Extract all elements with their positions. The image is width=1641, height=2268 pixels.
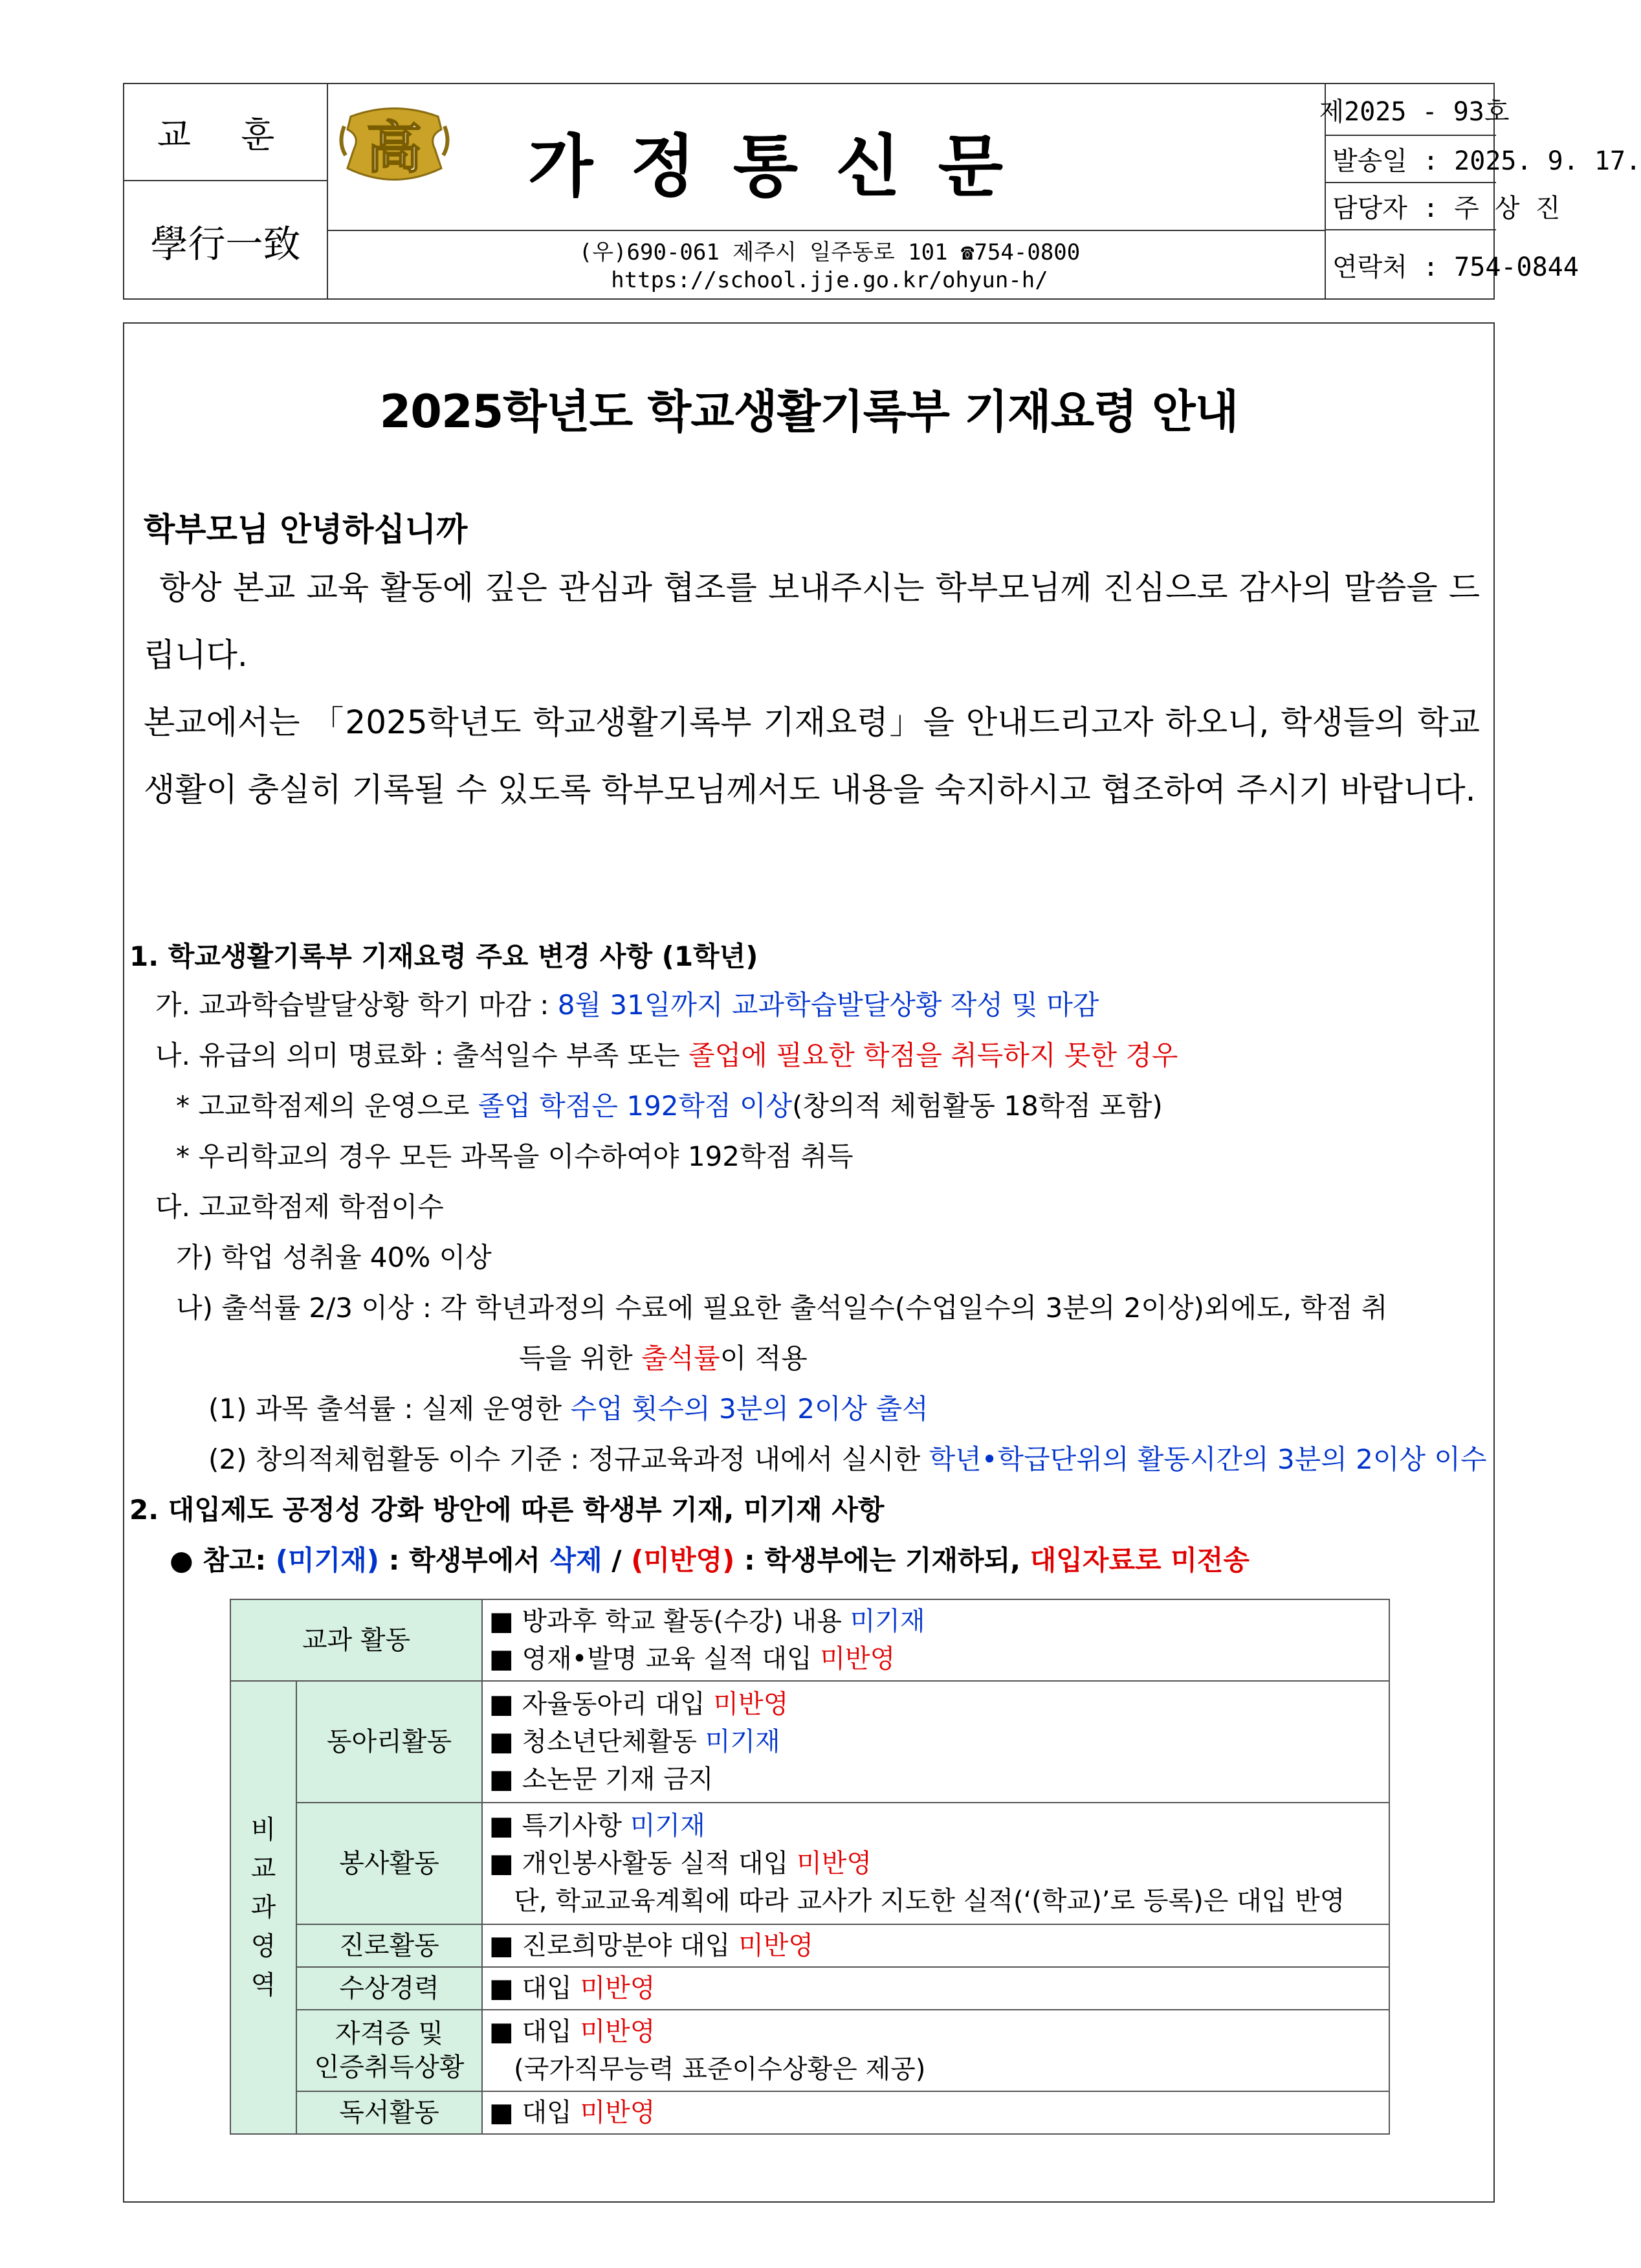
greeting: 학부모님 안녕하십니까 bbox=[144, 511, 468, 548]
newsletter-title: 가정통신문 bbox=[527, 126, 1041, 206]
category-service: 봉사활동 bbox=[296, 1803, 482, 1924]
send-date: 발송일 : 2025. 9. 17. bbox=[1326, 136, 1496, 183]
subject-line-2-text: ■ 영재•발명 교육 실적 대입 bbox=[489, 1644, 820, 1674]
club-line-2-text: ■ 청소년단체활동 bbox=[489, 1727, 705, 1757]
career-line-1 bbox=[489, 1927, 1382, 1964]
category-certificate-line-2: 인증취득상황 bbox=[314, 2052, 465, 2082]
legend-not-reflect-label: (미반영) bbox=[631, 1544, 735, 1576]
table-row bbox=[230, 2010, 1389, 2091]
item-ga bbox=[155, 984, 1099, 1023]
reading-line-1-text: ■ 대입 bbox=[489, 2098, 580, 2128]
school-url: https://school.jje.go.kr/ohyun-h/ bbox=[611, 267, 1048, 293]
issue-number: 제2025 - 93호 bbox=[1326, 84, 1496, 136]
reading-line-1-tag: 미반영 bbox=[580, 2098, 655, 2128]
table-row bbox=[230, 1599, 1389, 1681]
item-na-highlight: 졸업에 필요한 학점을 취득하지 못한 경우 bbox=[688, 1040, 1178, 1071]
section-1-heading: 1. 학교생활기록부 기재요령 주요 변경 사항 (1학년) bbox=[129, 940, 758, 972]
legend-text-b: : 학생부에는 기재하되, bbox=[734, 1544, 1030, 1576]
sub-item-1-a: (1) 과목 출석률 : 실제 운영한 bbox=[208, 1393, 571, 1425]
service-line-1-text: ■ 특기사항 bbox=[489, 1811, 630, 1841]
item-da: 다. 고교학점제 학점이수 bbox=[155, 1191, 444, 1223]
subject-line-1-tag: 미기재 bbox=[850, 1606, 925, 1636]
service-line-2-tag: 미반영 bbox=[797, 1849, 872, 1878]
sub-item-2 bbox=[208, 1438, 1487, 1477]
club-line-2 bbox=[489, 1723, 1382, 1761]
motto-text: 學行一致 bbox=[124, 181, 328, 300]
sub-item-1 bbox=[208, 1388, 929, 1427]
club-desc bbox=[482, 1681, 1389, 1803]
item-ga-highlight: 8월 31일까지 교과학습발달상황 작성 및 마감 bbox=[557, 989, 1099, 1021]
note-star-1-b: (창의적 체험활동 18학점 포함) bbox=[792, 1090, 1163, 1122]
note-star-1-a: * 고교학점제의 운영으로 bbox=[176, 1090, 478, 1122]
legend-delete: 삭제 bbox=[549, 1544, 602, 1576]
subject-line-2 bbox=[489, 1640, 1382, 1678]
table-row bbox=[230, 1967, 1389, 2010]
vertical-char: 교 bbox=[250, 1854, 276, 1884]
note-star-2: * 우리학교의 경우 모든 과목을 이수하여야 192학점 취득 bbox=[176, 1140, 854, 1172]
school-logo-icon bbox=[338, 104, 451, 188]
category-award: 수상경력 bbox=[296, 1967, 482, 2010]
club-line-2-tag: 미기재 bbox=[705, 1727, 780, 1757]
subject-line-2-tag: 미반영 bbox=[820, 1644, 896, 1674]
legend-separator: / bbox=[602, 1544, 632, 1576]
vertical-char: 과 bbox=[250, 1893, 276, 1922]
award-line-1-tag: 미반영 bbox=[580, 1973, 655, 2003]
category-nonsubject bbox=[230, 1681, 296, 2134]
item-na2-highlight: 출석률 bbox=[641, 1342, 720, 1374]
vertical-char: 영 bbox=[250, 1931, 276, 1961]
legend-note bbox=[170, 1539, 1250, 1578]
divider bbox=[328, 230, 1325, 234]
category-club: 동아리활동 bbox=[296, 1681, 482, 1803]
svg-text:高: 高 bbox=[366, 115, 422, 181]
item-na2-line2-b: 이 적용 bbox=[720, 1342, 808, 1374]
section-2-heading: 2. 대입제도 공정성 강화 방안에 따른 학생부 기재, 미기재 사항 bbox=[129, 1494, 885, 1526]
manager: 담당자 : 주 상 진 bbox=[1326, 183, 1496, 230]
letterhead bbox=[123, 83, 1641, 300]
contact: 연락처 : 754-0844 bbox=[1332, 252, 1579, 282]
subject-desc bbox=[482, 1599, 1389, 1681]
item-na2-line2-a: 득을 위한 bbox=[519, 1342, 641, 1374]
club-line-1-tag: 미반영 bbox=[713, 1689, 789, 1719]
table-row bbox=[230, 2091, 1389, 2134]
category-subject: 교과 활동 bbox=[230, 1599, 482, 1681]
item-na bbox=[155, 1034, 1178, 1073]
vertical-char: 역 bbox=[250, 1970, 276, 2000]
category-certificate bbox=[296, 2010, 482, 2091]
sub-item-2-highlight: 학년•학급단위의 활동시간의 3분의 2이상 이수 bbox=[929, 1443, 1487, 1475]
item-ga-label: 가. 교과학습발달상황 학기 마감 : bbox=[155, 989, 558, 1021]
legend-text-a: : 학생부에서 bbox=[379, 1544, 550, 1576]
paragraph-1: 항상 본교 교육 활동에 깊은 관심과 협조를 보내주시는 학부모님께 진심으로 감사의 말씀을 드립니다. bbox=[144, 569, 1480, 674]
table-row bbox=[230, 1803, 1389, 1924]
service-line-1-tag: 미기재 bbox=[630, 1811, 705, 1841]
service-desc bbox=[482, 1803, 1389, 1924]
sub-item-1-highlight: 수업 횟수의 3분의 2이상 출석 bbox=[570, 1393, 929, 1425]
club-line-1-text: ■ 자율동아리 대입 bbox=[489, 1689, 714, 1719]
record-table bbox=[230, 1599, 1390, 2135]
item-na2-line2 bbox=[519, 1337, 808, 1376]
career-desc bbox=[482, 1924, 1389, 1967]
service-line-2 bbox=[489, 1845, 1382, 1882]
service-line-3: 단, 학교교육계획에 따라 교사가 지도한 실적(‘(학교)’로 등록)은 대입 반영 bbox=[489, 1886, 1345, 1916]
certificate-line-1-text: ■ 대입 bbox=[489, 2017, 580, 2047]
note-star-1 bbox=[176, 1085, 1163, 1124]
club-line-1 bbox=[489, 1685, 1382, 1723]
item-na-label: 나. 유급의 의미 명료화 : 출석일수 부족 또는 bbox=[155, 1040, 689, 1071]
legend-omit-label: (미기재) bbox=[275, 1544, 379, 1576]
award-line-1 bbox=[489, 1970, 1382, 2007]
document-title: 2025학년도 학교생활기록부 기재요령 안내 bbox=[379, 385, 1239, 438]
award-line-1-text: ■ 대입 bbox=[489, 1973, 580, 2003]
issue-info-panel bbox=[1319, 84, 1641, 300]
reading-desc bbox=[482, 2091, 1389, 2134]
certificate-line-1 bbox=[489, 2013, 1382, 2051]
motto-label: 교 훈 bbox=[124, 84, 328, 181]
subject-line-1 bbox=[489, 1603, 1382, 1640]
category-certificate-line-1: 자격증 및 bbox=[335, 2019, 444, 2049]
reading-line-1 bbox=[489, 2094, 1382, 2131]
career-line-1-text: ■ 진로희망분야 대입 bbox=[489, 1931, 739, 1961]
vertical-char: 비 bbox=[250, 1815, 276, 1845]
club-line-3: ■ 소논문 기재 금지 bbox=[489, 1764, 714, 1794]
category-reading: 독서활동 bbox=[296, 2091, 482, 2134]
subject-line-1-text: ■ 방과후 학교 활동(수강) 내용 bbox=[489, 1606, 850, 1636]
service-line-2-text: ■ 개인봉사활동 실적 대입 bbox=[489, 1849, 797, 1878]
career-line-1-tag: 미반영 bbox=[738, 1931, 813, 1961]
table-row bbox=[230, 1681, 1389, 1803]
table-row bbox=[230, 1924, 1389, 1967]
category-career: 진로활동 bbox=[296, 1924, 482, 1967]
note-star-1-highlight: 졸업 학점은 192학점 이상 bbox=[478, 1090, 793, 1122]
paragraph-2: 본교에서는 「2025학년도 학교생활기록부 기재요령」을 안내드리고자 하오니, 학생들의 학교생활이 충실히 기록될 수 있도록 학부모님께서도 내용을 숙지하시고 협조하여 주시기 바랍니다. bbox=[144, 704, 1480, 808]
award-desc bbox=[482, 1967, 1389, 2010]
legend-bullet: ● 참고: bbox=[170, 1544, 276, 1576]
certificate-line-2: (국가직무능력 표준이수상황은 제공) bbox=[489, 2054, 926, 2084]
certificate-line-1-tag: 미반영 bbox=[580, 2017, 655, 2047]
legend-not-sent: 대입자료로 미전송 bbox=[1030, 1544, 1250, 1576]
school-address: (우)690-061 제주시 일주동로 101 ☎754-0800 bbox=[578, 239, 1081, 265]
item-ga2: 가) 학업 성취율 40% 이상 bbox=[176, 1241, 492, 1273]
certificate-desc bbox=[482, 2010, 1389, 2091]
item-na2-line1: 나) 출석률 2/3 이상 : 각 학년과정의 수료에 필요한 출석일수(수업일수의 3분의 2이상)외에도, 학점 취 bbox=[176, 1292, 1388, 1324]
service-line-1 bbox=[489, 1807, 1382, 1845]
sub-item-2-a: (2) 창의적체험활동 이수 기준 : 정규교육과정 내에서 실시한 bbox=[208, 1443, 929, 1475]
